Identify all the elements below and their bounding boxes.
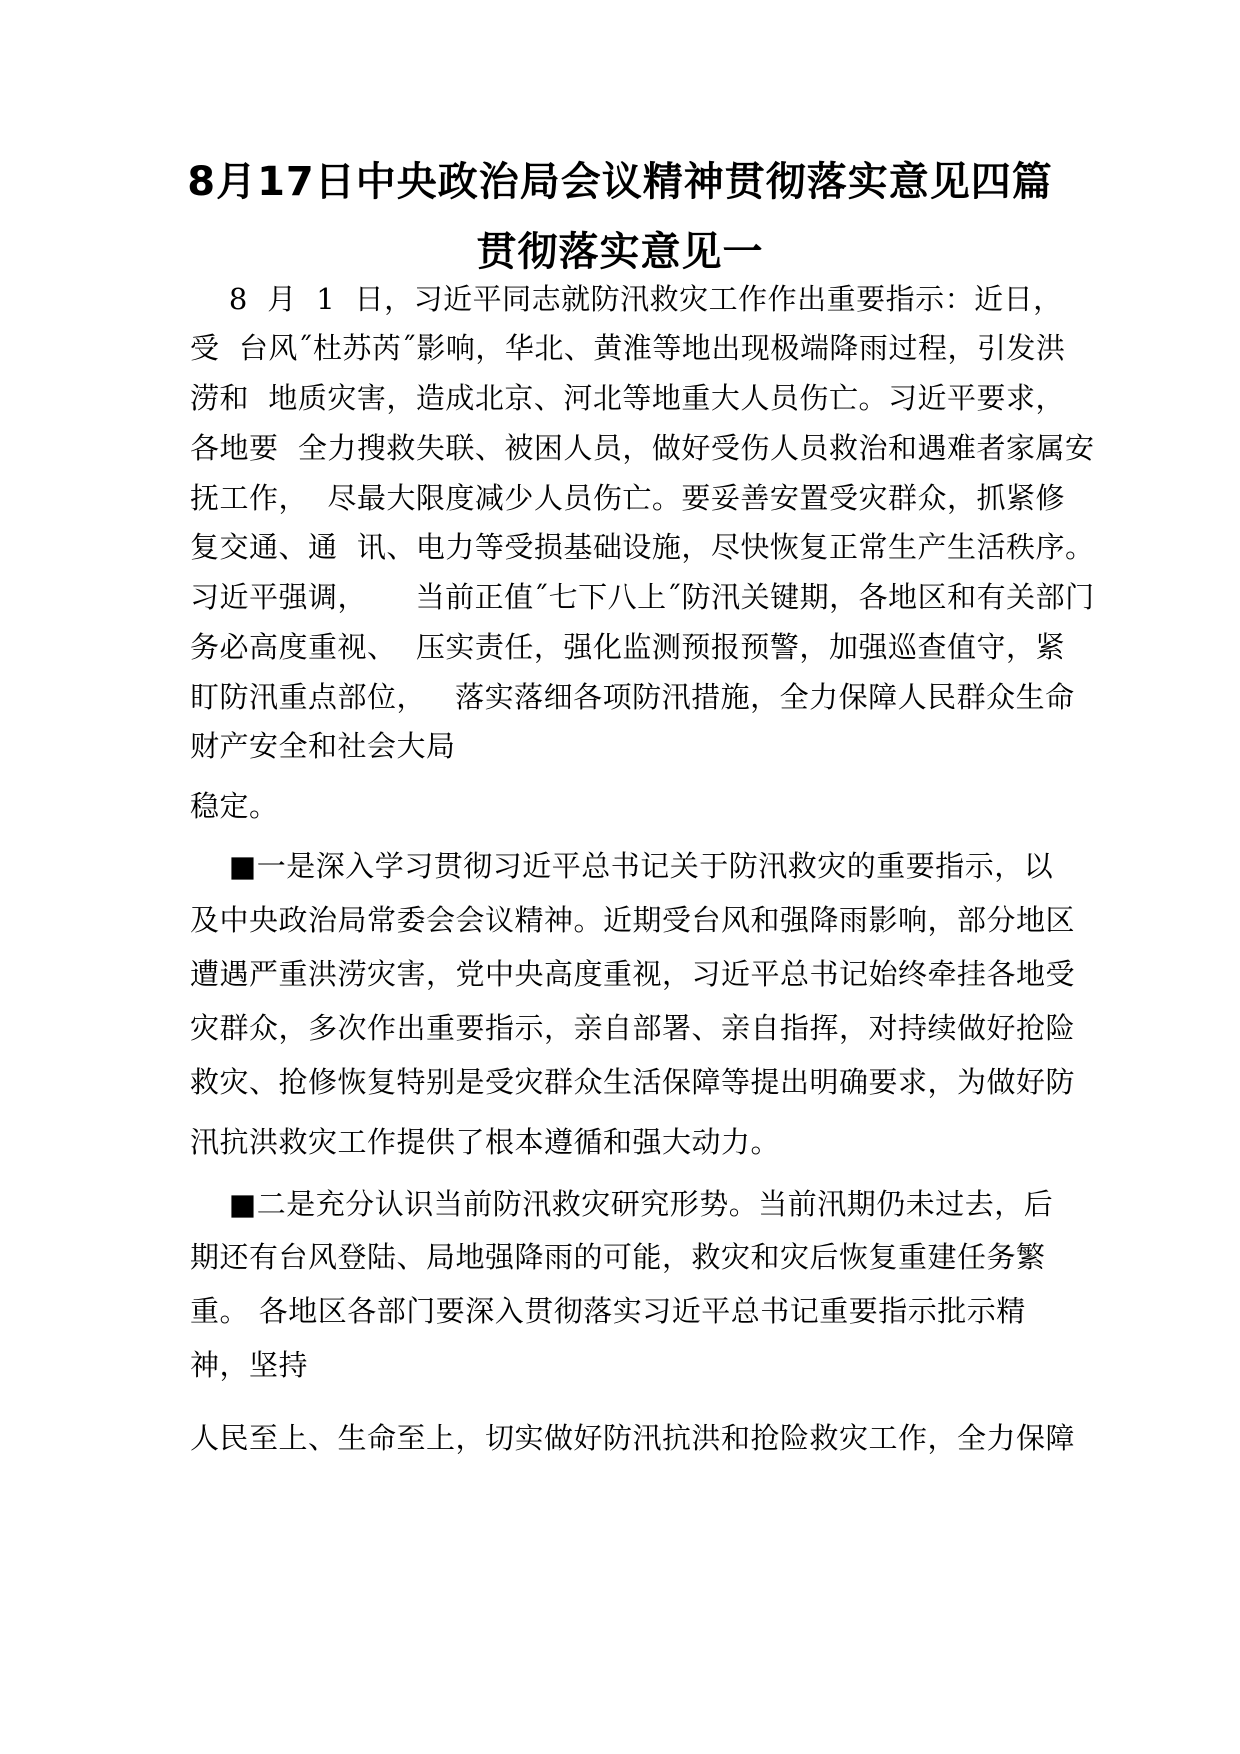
body-line: 神，坚持 (190, 1348, 309, 1382)
body-line: 期还有台风登陆、局地强降雨的可能，救灾和灾后恢复重建任务繁 (190, 1240, 1046, 1274)
body-line: 盯防汛重点部位， 落实落细各项防汛措施，全力保障人民群众生命 (190, 680, 1075, 714)
body-line: 遭遇严重洪涝灾害，党中央高度重视，习近平总书记始终牵挂各地受 (190, 957, 1076, 991)
body-line: 受 台风˝杜苏芮˝影响，华北、黄淮等地出现极端降雨过程，引发洪 (190, 331, 1066, 365)
body-line: ■二是充分认识当前防汛救灾研究形势。当前汛期仍未过去，后 (190, 1187, 1054, 1221)
body-line: 务必高度重视、 压实责任，强化监测预报预警，加强巡查值守，紧 (190, 630, 1065, 664)
body-line: 财产安全和社会大局 (190, 729, 456, 763)
body-line: 8 月 1 日，习近平同志就防汛救灾工作作出重要指示：近日， (190, 282, 1063, 316)
body-line: 稳定。 (190, 789, 279, 823)
body-line: 重。 各地区各部门要深入贯彻落实习近平总书记重要指示批示精 (190, 1294, 1026, 1328)
body-line: 习近平强调， 当前正值˝七下八上˝防汛关键期，各地区和有关部门 (190, 580, 1095, 614)
body-line: 各地要 全力搜救失联、被困人员，做好受伤人员救治和遇难者家属安 (190, 431, 1095, 465)
body-line: 抚工作， 尽最大限度减少人员伤亡。要妥善安置受灾群众，抓紧修 (190, 481, 1065, 515)
body-line: ■一是深入学习贯彻习近平总书记关于防汛救灾的重要指示，以 (190, 849, 1054, 883)
body-line: 救灾、抢修恢复特别是受灾群众生活保障等提出明确要求，为做好防 (190, 1065, 1076, 1099)
document-title: 8月17日中央政治局会议精神贯彻落实意见四篇 (187, 159, 1053, 205)
body-line: 灾群众，多次作出重要指示，亲自部署、亲自指挥，对持续做好抢险 (190, 1011, 1076, 1045)
body-line: 汛抗洪救灾工作提供了根本遵循和强大动力。 (190, 1125, 781, 1159)
body-line: 及中央政治局常委会会议精神。近期受台风和强降雨影响，部分地区 (190, 903, 1076, 937)
body-line: 涝和 地质灾害，造成北京、河北等地重大人员伤亡。习近平要求， (190, 381, 1065, 415)
body-line: 人民至上、生命至上，切实做好防汛抗洪和抢险救灾工作，全力保障 (190, 1421, 1076, 1455)
document-subtitle: 贯彻落实意见一 (476, 229, 764, 275)
body-line: 复交通、通 讯、电力等受损基础设施，尽快恢复正常生产生活秩序。 (190, 530, 1095, 564)
